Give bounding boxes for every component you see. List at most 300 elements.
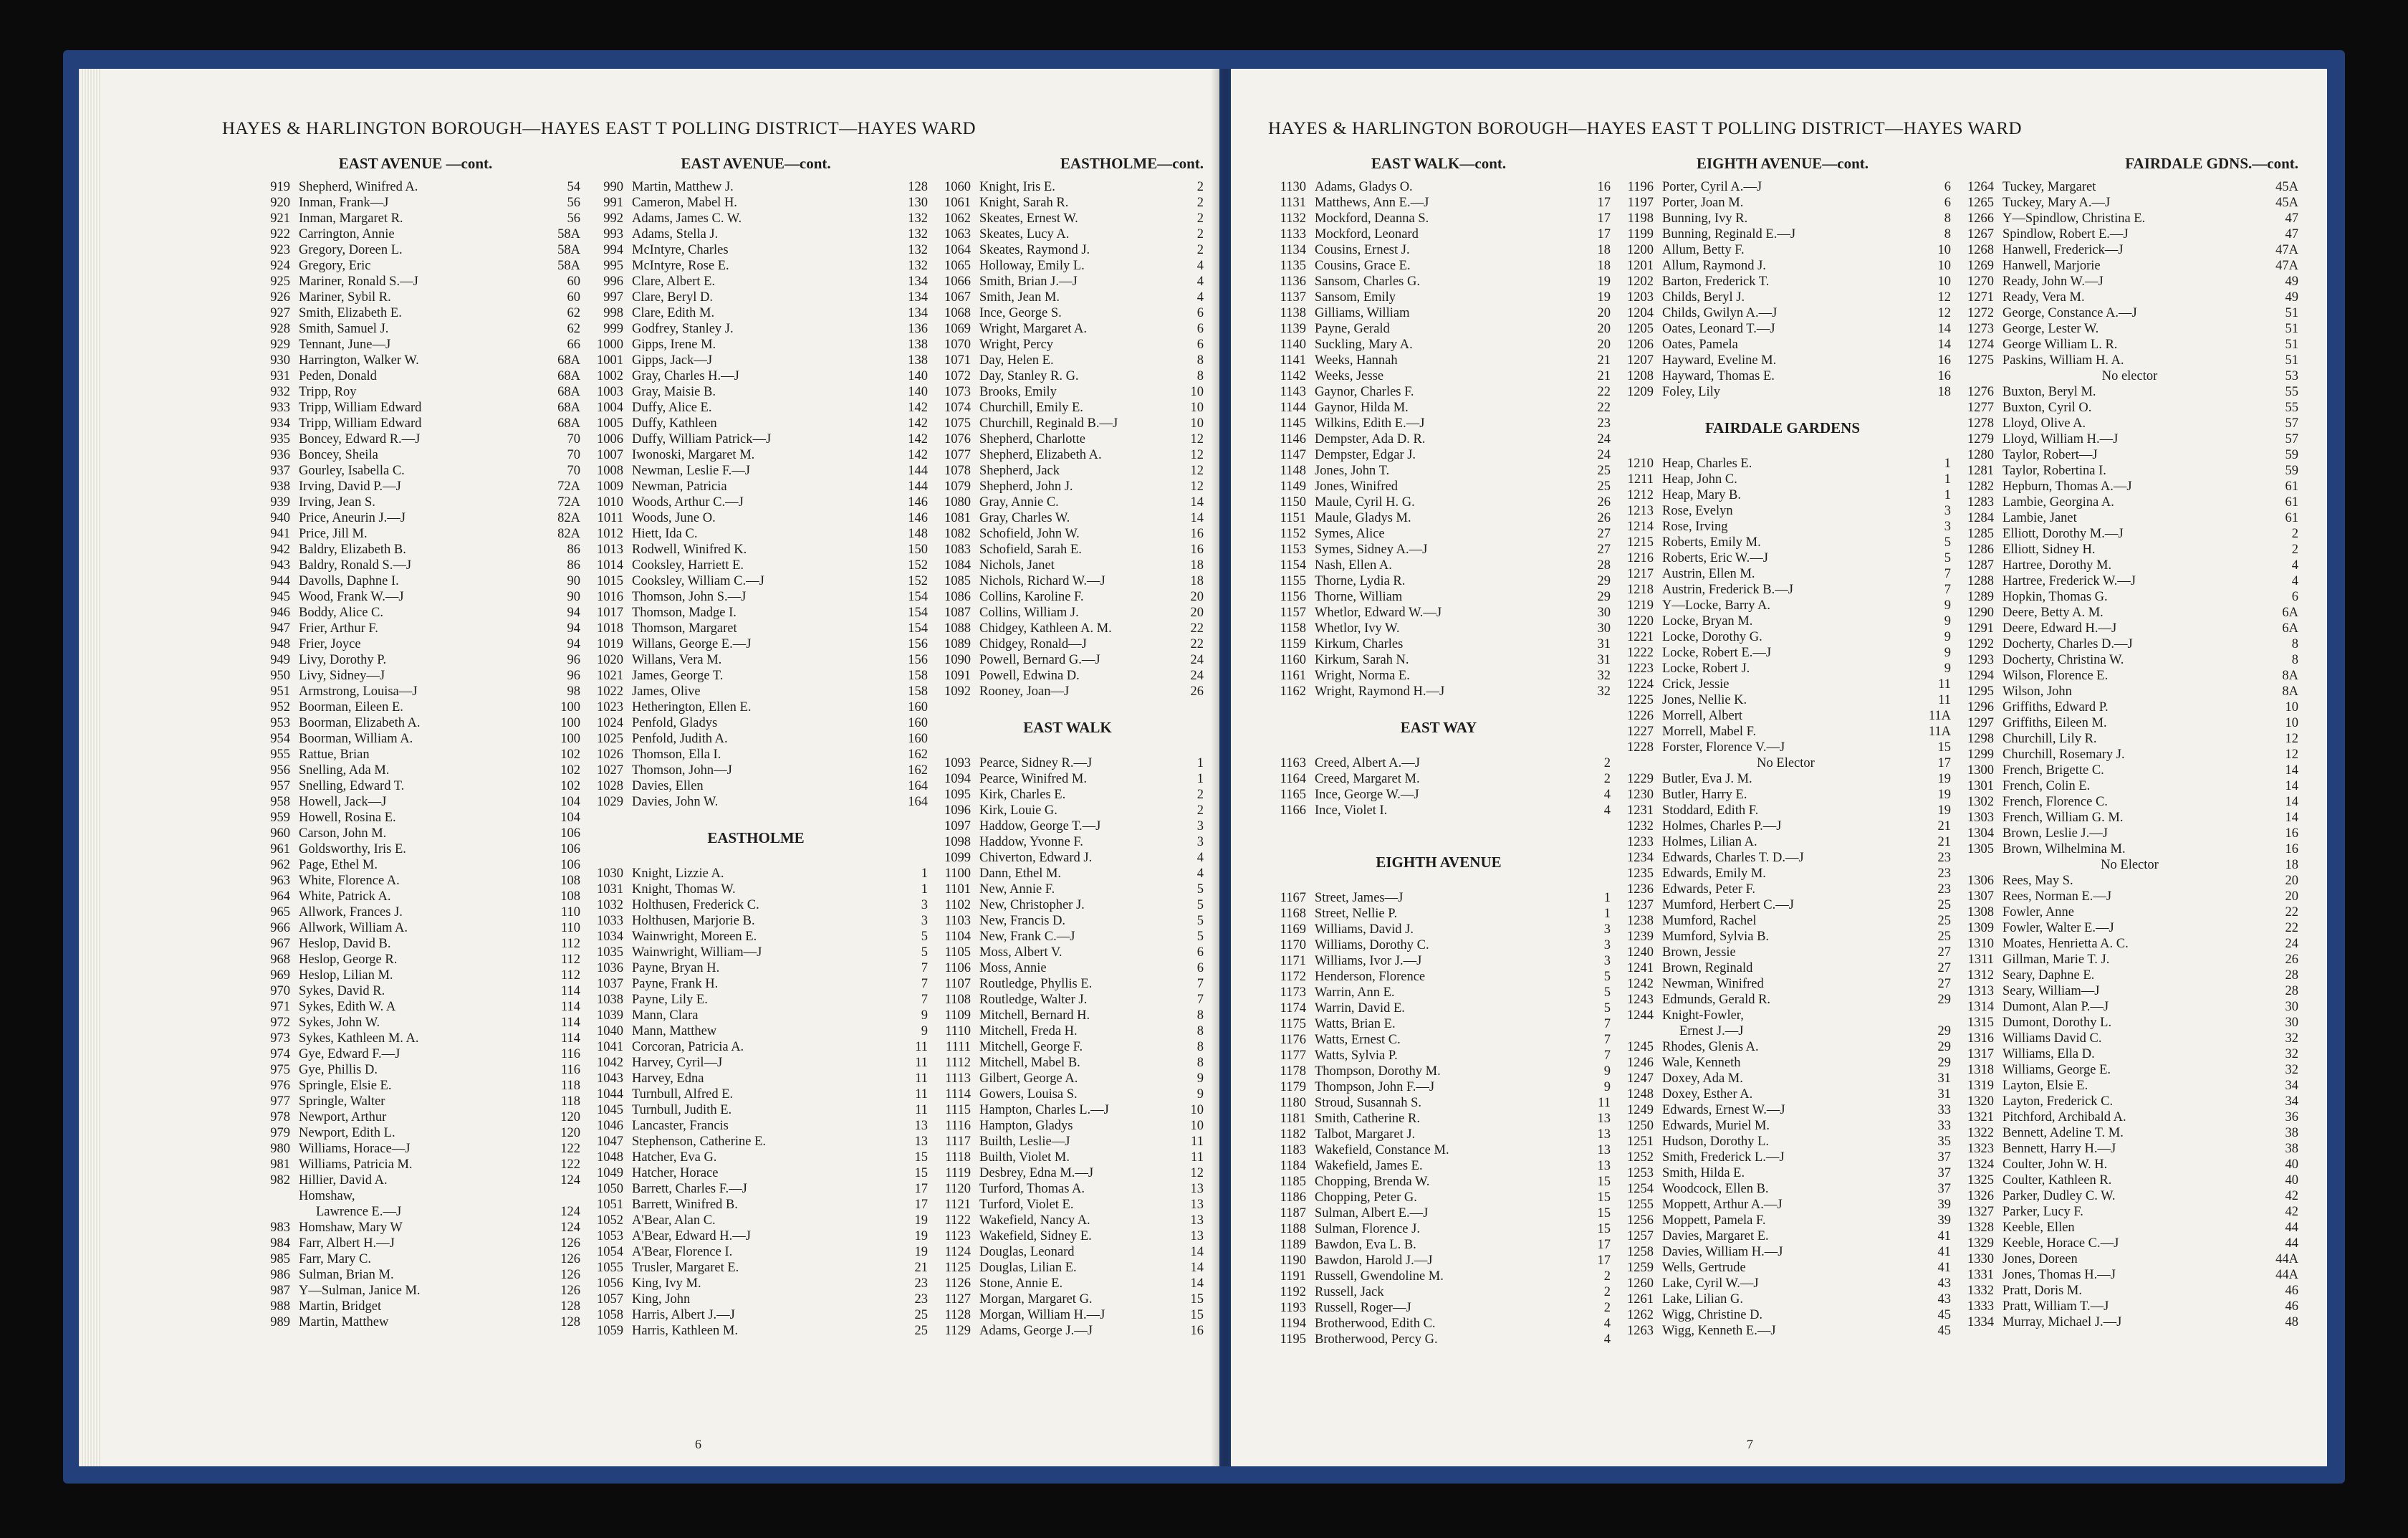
elector-number: 1229	[1627, 772, 1654, 786]
house-number: 6	[1944, 196, 1951, 210]
elector-number: 968	[270, 952, 290, 967]
house-number: 32	[2285, 1031, 2298, 1046]
house-number: 7	[1196, 993, 1204, 1007]
house-number: 9	[1603, 1064, 1611, 1079]
house-number: 32	[1597, 684, 1611, 699]
column-heading: EASTHOLME—cont.	[1060, 155, 1204, 172]
elector-row	[1614, 1307, 1951, 1323]
elector-number	[251, 1188, 299, 1204]
elector-name: Russell, Roger—J	[1315, 1301, 1411, 1315]
house-number: 96	[567, 653, 580, 667]
elector-name: McIntyre, Charles	[632, 243, 729, 257]
elector-name: Smith, Elizabeth E.	[299, 306, 402, 320]
column-eastholme-cont	[931, 155, 1204, 1339]
house-number: 11	[915, 1056, 928, 1070]
elector-number: 1263	[1627, 1324, 1654, 1338]
elector-name: Harvey, Cyril—J	[632, 1056, 723, 1070]
elector-number: 1242	[1627, 977, 1654, 991]
elector-number: 1326	[1967, 1189, 1994, 1203]
elector-number: 1193	[1280, 1301, 1306, 1315]
elector-name: Hayward, Thomas E.	[1662, 369, 1775, 383]
elector-name: Williams David C.	[2002, 1031, 2102, 1046]
elector-number: 1231	[1627, 803, 1654, 818]
house-number: 15	[1597, 1206, 1611, 1221]
elector-number: 1149	[1280, 479, 1306, 494]
elector-row	[931, 1197, 1204, 1213]
house-number: 122	[560, 1142, 580, 1156]
elector-row	[1267, 1269, 1611, 1284]
elector-row	[1614, 1023, 1951, 1039]
house-number: 43	[1937, 1292, 1951, 1307]
elector-name: Griffiths, Eileen M.	[2002, 716, 2107, 730]
elector-name: A'Bear, Alan C.	[632, 1213, 716, 1228]
elector-row	[251, 889, 580, 904]
house-number: 112	[560, 937, 580, 951]
house-number: 5	[1603, 985, 1611, 1000]
house-number: 106	[560, 858, 580, 872]
elector-number: 1311	[1967, 952, 1994, 967]
house-number: 90	[567, 590, 580, 604]
elector-number: 1328	[1967, 1221, 1994, 1235]
elector-row	[251, 731, 580, 747]
elector-name: Mitchell, Mabel B.	[979, 1056, 1080, 1070]
elector-row	[584, 1055, 928, 1071]
house-number: 21	[1597, 353, 1611, 368]
elector-row	[931, 337, 1204, 353]
elector-row	[251, 479, 580, 495]
house-number: 8	[1196, 353, 1204, 368]
elector-row	[931, 321, 1204, 337]
elector-name: Maule, Gladys M.	[1315, 511, 1411, 525]
house-number: 42	[2285, 1189, 2298, 1203]
elector-row	[1267, 953, 1611, 969]
elector-row	[931, 1055, 1204, 1071]
house-number: 5	[921, 945, 928, 960]
elector-name: Jones, John T.	[1315, 464, 1390, 478]
house-number: 114	[560, 1016, 580, 1030]
house-number: 142	[908, 401, 928, 415]
elector-name: McIntyre, Rose E.	[632, 259, 729, 273]
elector-number: 1213	[1627, 504, 1654, 518]
elector-number: 1112	[945, 1056, 971, 1070]
elector-row	[1954, 1283, 2298, 1299]
house-number: 152	[908, 574, 928, 588]
house-number: 10	[1190, 401, 1204, 415]
elector-name: Warrin, David E.	[1315, 1001, 1405, 1016]
elector-name: A'Bear, Florence I.	[632, 1245, 733, 1259]
elector-name: Seary, William—J	[2002, 984, 2100, 998]
elector-name: Taylor, Robert—J	[2002, 448, 2098, 462]
elector-number: 1278	[1967, 416, 1994, 431]
elector-row	[1614, 882, 1951, 897]
elector-number: 1080	[944, 495, 971, 510]
house-number: 8	[1196, 1056, 1204, 1070]
elector-name: Moates, Henrietta A. C.	[2002, 937, 2129, 951]
elector-number: 927	[270, 306, 290, 320]
elector-number: 1026	[597, 747, 623, 762]
elector-name: Tripp, William Edward	[299, 416, 422, 431]
house-number: 112	[560, 968, 580, 983]
elector-number: 1109	[944, 1008, 971, 1023]
elector-row	[1267, 1253, 1611, 1269]
house-number: 61	[2285, 495, 2298, 510]
elector-name: Skeates, Lucy A.	[979, 227, 1070, 242]
elector-name: Knight, Sarah R.	[979, 196, 1069, 210]
elector-number: 1221	[1627, 630, 1654, 644]
elector-name: Powell, Edwina D.	[979, 669, 1080, 683]
house-number: 35	[1937, 1135, 1951, 1149]
elector-number: 1076	[944, 432, 971, 446]
elector-name: Gilbert, George A.	[979, 1071, 1078, 1086]
elector-name: Cooksley, William C.—J	[632, 574, 764, 588]
elector-name: Skeates, Raymond J.	[979, 243, 1090, 257]
elector-number: 1327	[1967, 1205, 1994, 1219]
elector-row	[1267, 890, 1611, 906]
elector-number: 1304	[1967, 826, 1994, 841]
elector-number: 1000	[597, 338, 623, 352]
house-number: 11	[1598, 1096, 1611, 1110]
elector-name: Holthusen, Frederick C.	[632, 898, 759, 912]
elector-name: Heap, John C.	[1662, 472, 1737, 487]
spacer	[1267, 834, 1611, 850]
column-heading: FAIRDALE GDNS.—cont.	[2125, 155, 2298, 172]
elector-name: Allum, Betty F.	[1662, 243, 1745, 257]
elector-row	[931, 1276, 1204, 1291]
house-number: 3	[1603, 938, 1611, 952]
elector-row	[584, 731, 928, 747]
elector-row	[251, 400, 580, 416]
house-number: 22	[2285, 921, 2298, 935]
elector-number: 934	[270, 416, 290, 431]
elector-row	[1267, 353, 1611, 368]
house-number: 33	[1937, 1103, 1951, 1117]
elector-row	[1614, 613, 1951, 629]
house-number: 11A	[1928, 709, 1951, 723]
elector-name: Penfold, Judith A.	[632, 732, 728, 746]
house-number: 19	[1597, 290, 1611, 305]
elector-number: 983	[270, 1221, 290, 1235]
elector-name: Newman, Winifred	[1662, 977, 1764, 991]
elector-row	[584, 431, 928, 447]
elector-number: 1016	[597, 590, 623, 604]
elector-row	[1954, 416, 2298, 431]
house-number: 17	[1597, 1238, 1611, 1252]
elector-name: Morrell, Mabel F.	[1662, 725, 1757, 739]
elector-name: Weeks, Jesse	[1315, 369, 1384, 383]
elector-name: Thomson, John S.—J	[632, 590, 747, 604]
elector-row	[1267, 479, 1611, 495]
elector-row	[584, 652, 928, 668]
elector-name: Street, Nellie P.	[1315, 907, 1398, 921]
elector-row	[1954, 258, 2298, 274]
elector-number: 1067	[944, 290, 971, 305]
house-number: 7	[1944, 583, 1951, 597]
house-number: 2	[1196, 243, 1204, 257]
elector-name: Hiett, Ida C.	[632, 527, 698, 541]
elector-row	[1614, 1039, 1951, 1055]
elector-number: 1247	[1627, 1071, 1654, 1086]
elector-number: 1192	[1280, 1285, 1306, 1299]
elector-row	[931, 400, 1204, 416]
elector-row	[1614, 242, 1951, 258]
house-number: 2	[1196, 803, 1204, 818]
elector-row	[1614, 1008, 1951, 1023]
elector-name: Layton, Elsie E.	[2002, 1079, 2088, 1093]
house-number: 13	[1190, 1213, 1204, 1228]
elector-number: 1113	[945, 1071, 971, 1086]
elector-row	[931, 479, 1204, 495]
elector-row	[1267, 1079, 1611, 1095]
elector-row	[584, 747, 928, 763]
house-number: 158	[908, 684, 928, 699]
house-number: 15	[1597, 1222, 1611, 1236]
elector-number: 1135	[1280, 259, 1306, 273]
elector-number: 1295	[1967, 684, 1994, 699]
elector-number: 1265	[1967, 196, 1994, 210]
elector-row	[584, 1197, 928, 1213]
elector-row	[1614, 456, 1951, 472]
elector-name: Gillman, Marie T. J.	[2002, 952, 2110, 967]
elector-row	[584, 179, 928, 195]
elector-number: 1252	[1627, 1150, 1654, 1165]
house-number: 55	[2285, 401, 2298, 415]
elector-number: 1068	[944, 306, 971, 320]
house-number: 6	[1196, 945, 1204, 960]
house-number: 58A	[557, 243, 580, 257]
elector-row	[931, 1102, 1204, 1118]
elector-row	[1954, 1267, 2298, 1283]
house-number: 19	[914, 1213, 928, 1228]
elector-number: 1249	[1627, 1103, 1654, 1117]
elector-name: Harvey, Edna	[632, 1071, 704, 1086]
house-number: 24	[1190, 669, 1204, 683]
elector-number: 1288	[1967, 574, 1994, 588]
elector-row	[1614, 771, 1951, 787]
elector-row	[251, 179, 580, 195]
house-number: 20	[1597, 306, 1611, 320]
house-number: 51	[2285, 338, 2298, 352]
elector-number: 998	[603, 306, 623, 320]
elector-number: 1227	[1627, 725, 1654, 739]
elector-name: Hatcher, Horace	[632, 1166, 719, 1180]
house-number: 42	[2285, 1205, 2298, 1219]
elector-name: Williams, Ivor J.—J	[1315, 954, 1422, 968]
house-number: 17	[1597, 1253, 1611, 1268]
elector-name: Locke, Robert E.—J	[1662, 646, 1772, 660]
house-number: 27	[1597, 527, 1611, 541]
elector-number: 1029	[597, 795, 623, 809]
elector-row	[1954, 1046, 2298, 1062]
elector-row	[1267, 558, 1611, 573]
elector-row	[1954, 1109, 2298, 1125]
house-number: 20	[1597, 322, 1611, 336]
elector-name: Lawrence E.—J	[316, 1205, 402, 1219]
elector-row	[1954, 573, 2298, 589]
elector-row	[1614, 472, 1951, 487]
elector-name: Harrington, Walker W.	[299, 353, 419, 368]
elector-number: 1243	[1627, 993, 1654, 1007]
elector-number: 945	[270, 590, 290, 604]
elector-name: Shepherd, Jack	[979, 464, 1060, 478]
elector-row	[1614, 321, 1951, 337]
elector-name: Symes, Sidney A.—J	[1315, 543, 1428, 557]
house-number: 7	[1603, 1033, 1611, 1047]
house-number: 152	[908, 558, 928, 573]
elector-row	[931, 636, 1204, 652]
elector-number: 1248	[1627, 1087, 1654, 1102]
elector-number: 1306	[1967, 874, 1994, 888]
elector-name: Docherty, Christina W.	[2002, 653, 2124, 667]
house-number: 13	[1597, 1143, 1611, 1157]
elector-name: Routledge, Walter J.	[979, 993, 1088, 1007]
elector-row	[584, 1165, 928, 1181]
house-number: 16	[1190, 543, 1204, 557]
elector-number: 980	[270, 1142, 290, 1156]
house-number: 19	[914, 1229, 928, 1243]
elector-number: 931	[270, 369, 290, 383]
house-number: 100	[560, 700, 580, 715]
elector-name: Cousins, Ernest J.	[1315, 243, 1410, 257]
house-number: 160	[908, 716, 928, 730]
elector-row	[1954, 1031, 2298, 1046]
elector-number: 1330	[1967, 1252, 1994, 1266]
elector-name: Heslop, George R.	[299, 952, 398, 967]
elector-name: Snelling, Ada M.	[299, 763, 390, 778]
elector-row	[584, 400, 928, 416]
elector-row	[251, 416, 580, 431]
elector-number: 1120	[944, 1182, 971, 1196]
elector-name: Suckling, Mary A.	[1315, 338, 1413, 352]
house-number: 13	[1597, 1127, 1611, 1142]
elector-number: 963	[270, 874, 290, 888]
house-number: 58A	[557, 259, 580, 273]
elector-number: 1020	[597, 653, 623, 667]
house-number: 3	[1603, 954, 1611, 968]
elector-number: 1172	[1280, 970, 1306, 984]
elector-number: 990	[603, 180, 623, 194]
elector-row	[931, 384, 1204, 400]
house-number: 154	[908, 590, 928, 604]
house-number: 5	[1196, 914, 1204, 928]
elector-name: Stroud, Susannah S.	[1315, 1096, 1422, 1110]
elector-number: 941	[270, 527, 290, 541]
house-number: 20	[2285, 874, 2298, 888]
elector-number: 1324	[1967, 1157, 1994, 1172]
house-number: 31	[1937, 1087, 1951, 1102]
elector-name: Thomson, Margaret	[632, 621, 737, 636]
house-number: 144	[908, 479, 928, 494]
elector-row	[1954, 431, 2298, 447]
elector-number: 1084	[944, 558, 971, 573]
elector-name: Hepburn, Thomas A.—J	[2002, 479, 2132, 494]
elector-name: Davies, Margaret E.	[1662, 1229, 1769, 1243]
house-number: 7	[921, 961, 928, 975]
elector-name: Foley, Lily	[1662, 385, 1721, 399]
elector-number: 1170	[1280, 938, 1306, 952]
elector-name: Springle, Elsie E.	[299, 1079, 392, 1093]
elector-number: 1132	[1280, 211, 1306, 226]
elector-row	[1267, 368, 1611, 384]
elector-row	[1614, 1055, 1951, 1071]
elector-number: 1147	[1280, 448, 1306, 462]
elector-row	[584, 368, 928, 384]
elector-row	[1614, 519, 1951, 535]
elector-number: 921	[270, 211, 290, 226]
house-number: 11	[1191, 1135, 1204, 1149]
elector-row	[1614, 897, 1951, 913]
house-number: 140	[908, 385, 928, 399]
elector-number: 1185	[1280, 1175, 1306, 1189]
elector-row	[251, 1015, 580, 1031]
elector-row	[1954, 542, 2298, 558]
elector-name: Doxey, Ada M.	[1662, 1071, 1743, 1086]
elector-number: 1116	[945, 1119, 971, 1133]
elector-number: 1122	[944, 1213, 971, 1228]
elector-number: 955	[270, 747, 290, 762]
elector-row	[251, 1141, 580, 1157]
elector-name: Talbot, Margaret J.	[1315, 1127, 1416, 1142]
elector-name: Churchill, Rosemary J.	[2002, 747, 2125, 762]
elector-row	[1267, 969, 1611, 985]
house-number: 41	[1937, 1245, 1951, 1259]
house-number: 39	[1937, 1213, 1951, 1228]
elector-row	[1267, 1095, 1611, 1111]
elector-row	[584, 479, 928, 495]
elector-number: 1296	[1967, 700, 1994, 715]
elector-number: 1268	[1967, 243, 1994, 257]
elector-name: Livy, Dorothy P.	[299, 653, 387, 667]
elector-row	[931, 195, 1204, 211]
elector-row	[584, 1323, 928, 1339]
elector-name: Godfrey, Stanley J.	[632, 322, 734, 336]
elector-row	[251, 1031, 580, 1046]
elector-number: 1104	[944, 930, 971, 944]
house-number: 2	[1603, 1285, 1611, 1299]
elector-number: 1205	[1627, 322, 1654, 336]
house-number: 142	[908, 416, 928, 431]
house-number: 66	[567, 338, 580, 352]
elector-row	[584, 1086, 928, 1102]
house-number: 4	[1603, 788, 1611, 802]
house-number: 156	[908, 637, 928, 651]
elector-number: 1201	[1627, 259, 1654, 273]
elector-number: 1131	[1280, 196, 1306, 210]
elector-number	[251, 1204, 299, 1220]
house-number: 7	[1603, 1017, 1611, 1031]
elector-name: Holmes, Charles P.—J	[1662, 819, 1782, 834]
elector-number: 1175	[1280, 1017, 1306, 1031]
elector-number: 1222	[1627, 646, 1654, 660]
house-number: 60	[567, 274, 580, 289]
house-number: 28	[2285, 984, 2298, 998]
elector-number: 1237	[1627, 898, 1654, 912]
elector-row	[1267, 668, 1611, 684]
elector-name: Davies, Ellen	[632, 779, 704, 793]
house-number: 3	[921, 898, 928, 912]
elector-name: Harris, Kathleen M.	[632, 1324, 738, 1338]
elector-number: 940	[270, 511, 290, 525]
elector-number: 1009	[597, 479, 623, 494]
house-number: 48	[2285, 1315, 2298, 1329]
elector-name: Tripp, William Edward	[299, 401, 422, 415]
elector-number: 1232	[1627, 819, 1654, 834]
house-number: 96	[567, 669, 580, 683]
elector-name: Boncey, Sheila	[299, 448, 378, 462]
house-number: 9	[1944, 630, 1951, 644]
elector-name: Chidgey, Ronald—J	[979, 637, 1087, 651]
elector-number: 1017	[597, 606, 623, 620]
elector-number: 1191	[1280, 1269, 1306, 1284]
